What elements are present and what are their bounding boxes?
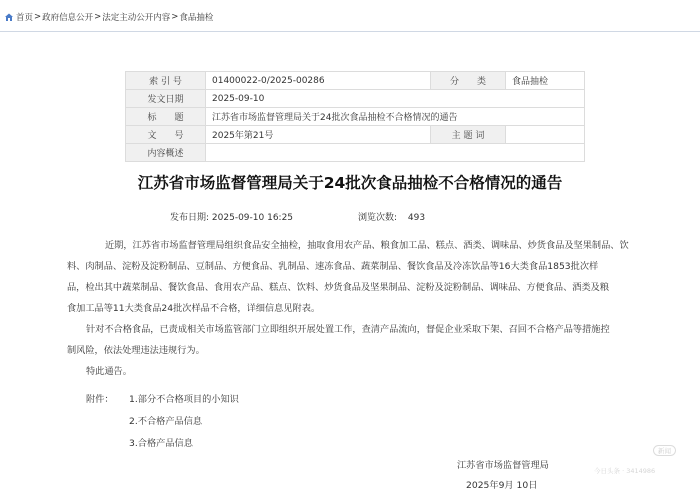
watermark-badge: 新闻 — [653, 445, 676, 456]
breadcrumb-item-food-inspection[interactable]: 食品抽检 — [179, 13, 214, 23]
attachment-link-3[interactable]: 3.合格产品信息 — [129, 438, 193, 449]
paragraph-1-line3: 品，检出其中蔬菜制品、餐饮食品、食用农产品、糕点、饮料、炒货食品及坚果制品、淀粉及淀粉制品、调味品、方便食品、酒类及粮 — [67, 282, 610, 293]
article-text — [67, 235, 686, 382]
title-value: 江苏省市场监督管理局关于24批次食品抽检不合格情况的通告 — [206, 108, 585, 126]
header-divider — [0, 31, 700, 32]
summary-value — [206, 144, 585, 162]
breadcrumb-separator: > — [34, 12, 42, 22]
index-value: 01400022-0/2025-00286 — [206, 72, 431, 90]
watermark-text: 今日头条 · 3414986 — [594, 467, 656, 475]
document-meta-table — [125, 71, 585, 162]
signature-org: 江苏省市场监督管理局 — [457, 460, 549, 471]
date-value: 2025-09-10 — [206, 90, 585, 108]
paragraph-2-line2: 制风险，依法处理违法违规行为。 — [67, 345, 205, 356]
publish-date-value: 2025-09-10 16:25 — [211, 213, 294, 223]
view-count-value: 493 — [407, 213, 426, 223]
attachments-label: 附件： — [86, 394, 114, 405]
keyword-label: 主 题 词 — [431, 126, 506, 144]
breadcrumb-separator: > — [171, 12, 179, 22]
paragraph-1-line1: 近期，江苏省市场监督管理局组织食品安全抽检，抽取食用农产品、粮食加工品、糕点、酒类、调味品、炒货食品及坚果制品、饮 — [105, 240, 629, 251]
attachment-link-1[interactable]: 1.部分不合格项目的小知识 — [129, 394, 239, 405]
index-label: 索 引 号 — [126, 72, 206, 90]
article-title: 江苏省市场监督管理局关于24批次食品抽检不合格情况的通告 — [137, 174, 563, 192]
keyword-value — [506, 126, 585, 144]
publish-date-label: 发布日期: — [170, 213, 210, 223]
title-label: 标 题 — [126, 108, 206, 126]
summary-label: 内容概述 — [126, 144, 206, 162]
paragraph-1-line4: 食加工品等11大类食品24批次样品不合格，详细信息见附表。 — [67, 303, 321, 314]
paragraph-2-line1: 针对不合格食品，已责成相关市场监管部门立即组织开展处置工作，查清产品流向，督促企业采取下架、召回不合格产品等措施控 — [86, 324, 610, 335]
breadcrumb — [4, 9, 213, 25]
date-label: 发文日期 — [126, 90, 206, 108]
signature-date: 2025年9月 10日 — [466, 480, 538, 491]
attachment-link-2[interactable]: 2.不合格产品信息 — [129, 416, 203, 427]
breadcrumb-separator: > — [94, 12, 102, 22]
category-label: 分 类 — [431, 72, 506, 90]
category-value: 食品抽检 — [506, 72, 585, 90]
notice-text: 特此通告。 — [86, 366, 132, 377]
view-count — [358, 210, 425, 223]
breadcrumb-item-gov-info[interactable]: 政府信息公开 — [42, 13, 94, 23]
breadcrumb-item-home[interactable]: 首页 — [16, 13, 34, 23]
publish-date — [170, 210, 293, 223]
docno-label: 文 号 — [126, 126, 206, 144]
docno-value: 2025年第21号 — [206, 126, 431, 144]
home-icon[interactable] — [4, 12, 14, 22]
view-count-label: 浏览次数: — [358, 213, 398, 223]
breadcrumb-item-statutory[interactable]: 法定主动公开内容 — [102, 13, 171, 23]
paragraph-1-line2: 料、肉制品、淀粉及淀粉制品、豆制品、方便食品、乳制品、速冻食品、蔬菜制品、餐饮食品及冷冻饮品等16大类食品1853批次样 — [67, 261, 599, 272]
